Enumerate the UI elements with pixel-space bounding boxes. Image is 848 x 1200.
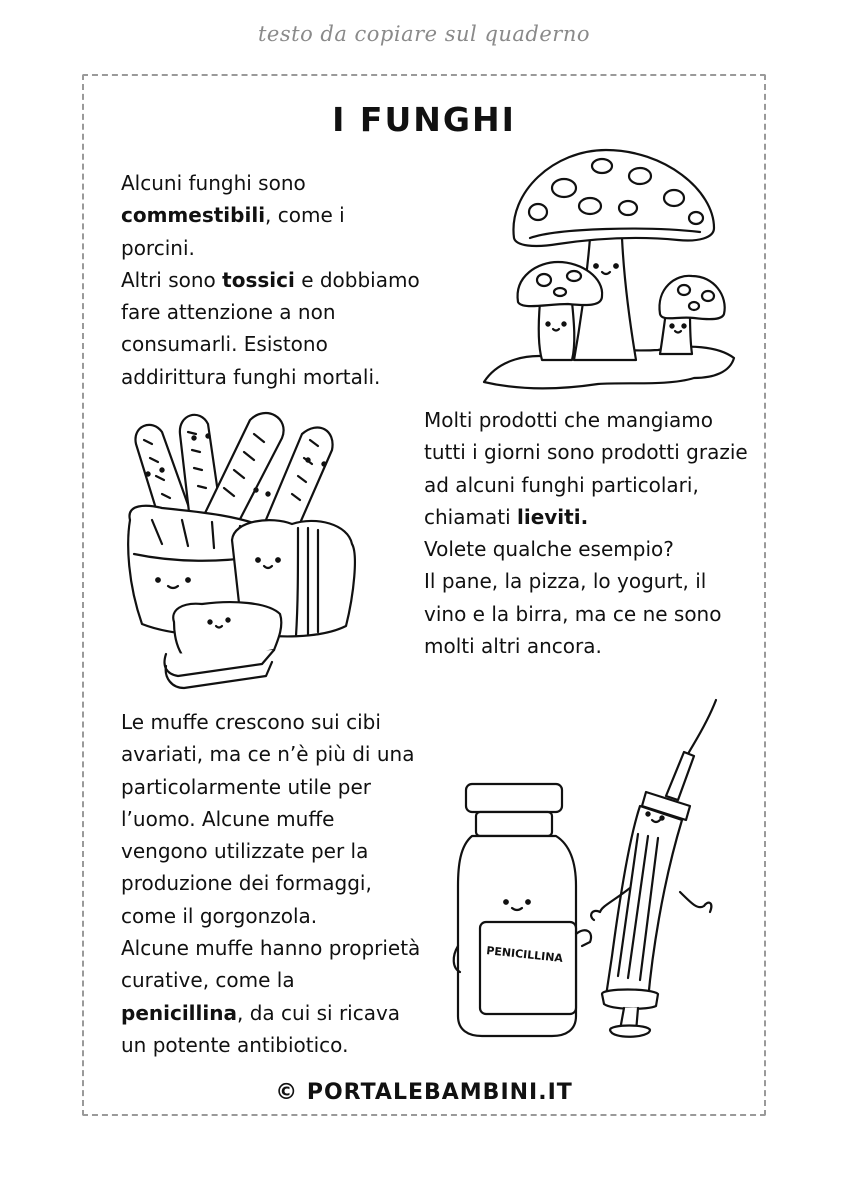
text: Altri sono [121,267,223,292]
text: Alcuni funghi sono [121,171,306,195]
text: , come i porcini. [121,203,345,260]
bold-term-penicillina: penicillina [121,1000,237,1025]
paragraph-muffe [121,706,421,1061]
text: Il pane, la pizza, lo yogurt, il vino e la birra, ma ce ne sono molti altri ancora. [424,569,722,659]
text: , da cui si ricava un potente antibiotico. [121,1000,401,1057]
paragraph-funghi [121,167,421,393]
paragraph-lieviti [424,404,754,662]
text: Le muffe crescono sui cibi avariati, ma ce n’è più di una particolarmente utile per l’uomo. Alcune muffe vengono utilizzate per la produzione dei formaggi, come il gorgonzola. [121,710,415,928]
mushrooms-illustration [478,146,740,392]
text: Volete qualche esempio? [424,537,674,562]
bold-term-commestibili: commestibili [121,203,266,228]
bold-term-tossici: tossici [222,267,295,292]
bottle-label: PENICILLINA [485,944,564,966]
penicillin-illustration [452,696,732,1050]
penicillin-bottle [454,784,591,1036]
text: e dobbiamo fare attenzione a non consumarli. Esistono addirittura funghi mortali. [121,267,420,389]
page-title: I FUNGHI [332,100,516,139]
text: Alcune muffe hanno proprietà curative, come la [121,936,421,993]
bread-illustration [122,404,362,692]
bold-term-lieviti: lieviti. [516,504,589,529]
page-header-subtitle: testo da copiare sul quaderno [257,22,591,46]
syringe [591,700,716,1037]
small-right-cap [659,276,724,319]
text: Molti prodotti che mangiamo tutti i giorni sono prodotti grazie ad alcuni funghi particolari, chiamati [424,408,748,529]
footer-credit: © PORTALEBAMBINI.IT [275,1080,573,1105]
